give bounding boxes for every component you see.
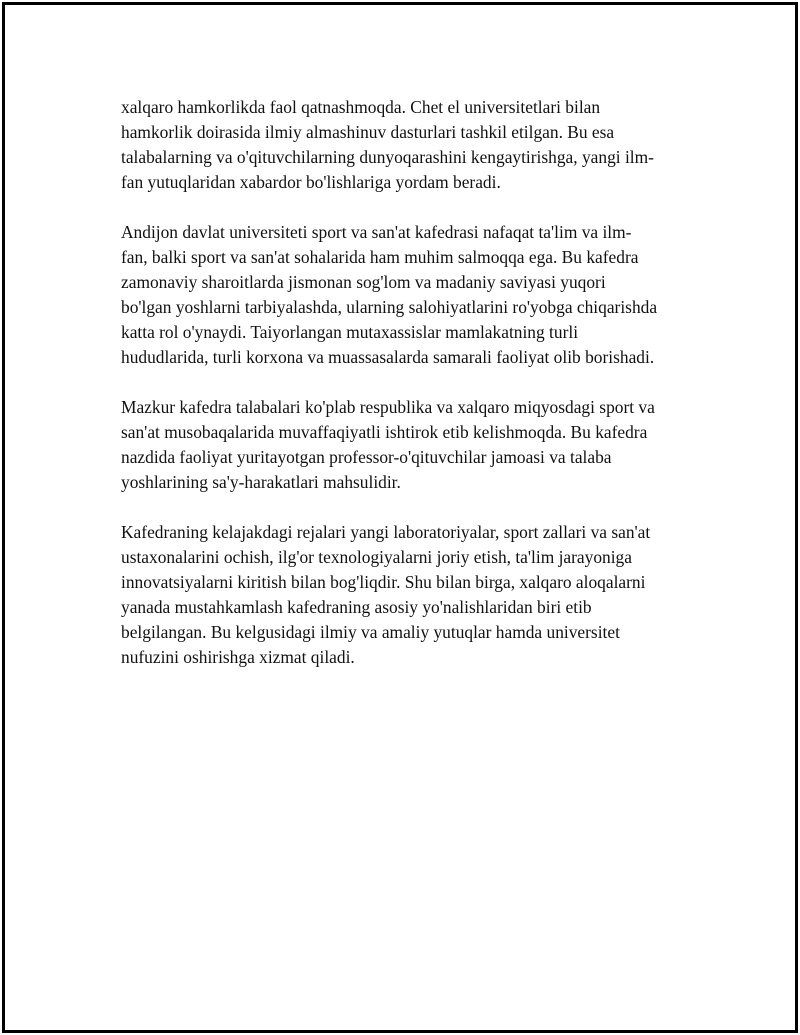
page-frame [2, 2, 798, 1033]
document-body [121, 95, 691, 695]
text-line: yanada mustahkamlash kafedraning asosiy yo'nalishlaridan biri etib [121, 597, 592, 617]
text-line: hamkorlik doirasida ilmiy almashinuv dasturlari tashkil etilgan. Bu esa [121, 122, 615, 142]
text-line: belgilangan. Bu kelgusidagi ilmiy va amaliy yutuqlar hamda universitet [121, 622, 620, 642]
text-line: Mazkur kafedra talabalari ko'plab respublika va xalqaro miqyosdagi sport va [121, 397, 655, 417]
text-line: ustaxonalarini ochish, ilg'or texnologiyalarni joriy etish, ta'lim jarayoniga [121, 547, 632, 567]
text-line: yoshlarining sa'y-harakatlari mahsulidir. [121, 472, 401, 492]
text-line: xalqaro hamkorlikda faol qatnashmoqda. Chet el universitetlari bilan [121, 97, 601, 117]
text-line: innovatsiyalarni kiritish bilan bog'liqdir. Shu bilan birga, xalqaro aloqalarni [121, 572, 646, 592]
text-line: san'at musobaqalarida muvaffaqiyatli ishtirok etib kelishmoqda. Bu kafedra [121, 422, 648, 442]
text-line: katta rol o'ynaydi. Taiyorlangan mutaxassislar mamlakatning turli [121, 322, 579, 342]
text-line: fan, balki sport va san'at sohalarida ham muhim salmoqqa ega. Bu kafedra [121, 247, 639, 267]
text-line: bo'lgan yoshlarni tarbiyalashda, ularning salohiyatlarini ro'yobga chiqarishda [121, 297, 658, 317]
text-line: talabalarning va o'qituvchilarning dunyoqarashini kengaytirishga, yangi ilm- [121, 147, 654, 167]
paragraph-2 [121, 220, 691, 370]
paragraph-1 [121, 95, 691, 195]
paragraph-3 [121, 395, 691, 495]
text-line: hududlarida, turli korxona va muassasalarda samarali faoliyat olib borishadi. [121, 347, 655, 367]
text-line: Kafedraning kelajakdagi rejalari yangi laboratoriyalar, sport zallari va san'at [121, 522, 651, 542]
text-line: Andijon davlat universiteti sport va san'at kafedrasi nafaqat ta'lim va ilm- [121, 222, 632, 242]
text-line: nufuzini oshirishga xizmat qiladi. [121, 647, 355, 667]
paragraph-4 [121, 520, 691, 670]
text-line: nazdida faoliyat yuritayotgan professor-o'qituvchilar jamoasi va talaba [121, 447, 612, 467]
text-line: zamonaviy sharoitlarda jismonan sog'lom va madaniy saviyasi yuqori [121, 272, 606, 292]
text-line: fan yutuqlaridan xabardor bo'lishlariga yordam beradi. [121, 172, 501, 192]
